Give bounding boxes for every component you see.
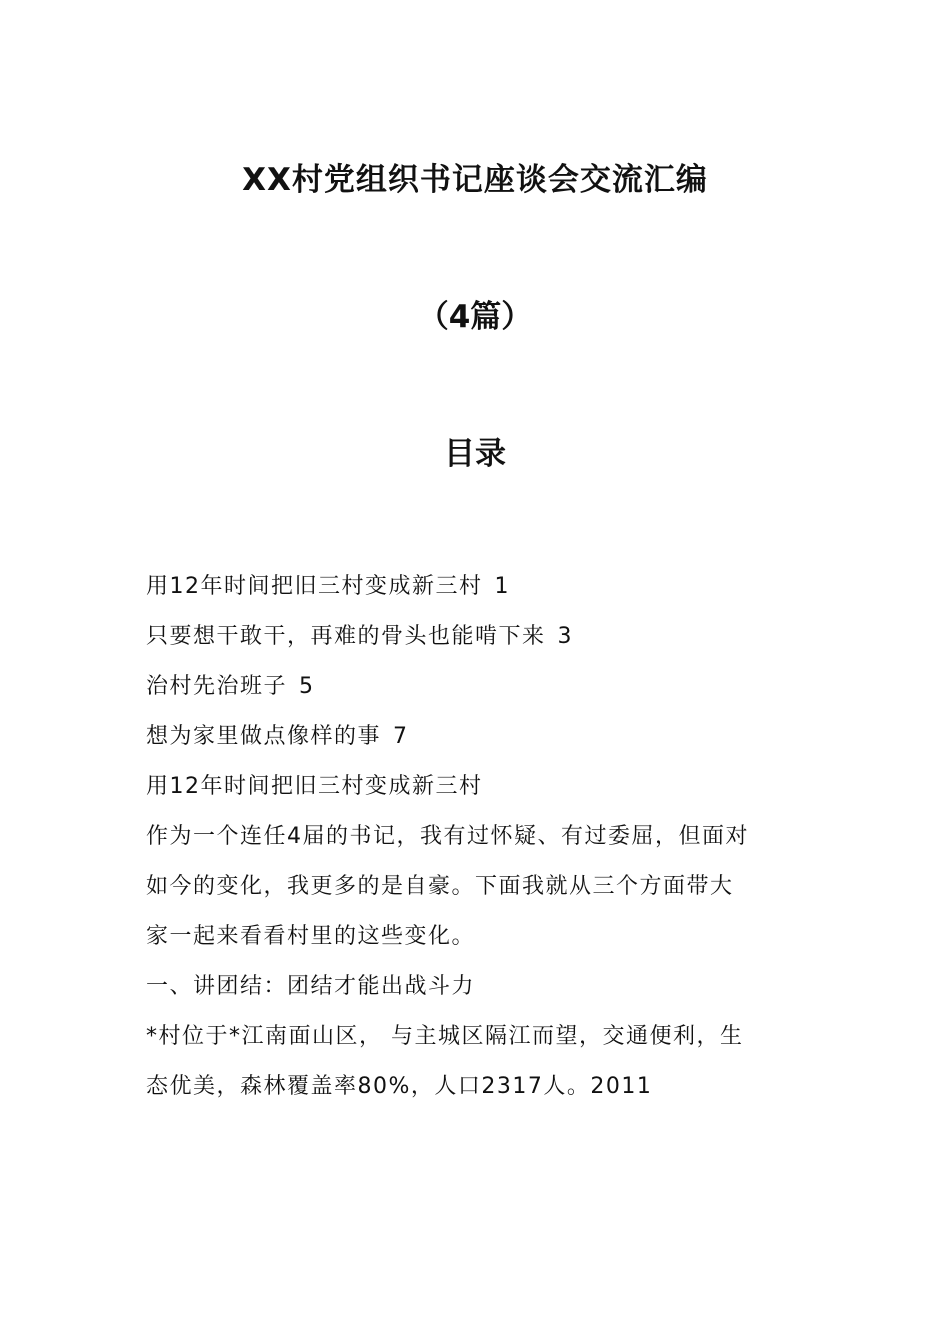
paragraph-line: *村位于*江南面山区， 与主城区隔江而望，交通便利，生 xyxy=(146,1024,744,1049)
table-of-contents xyxy=(146,562,808,762)
paragraph-line: 作为一个连任4届的书记，我有过怀疑、有过委屈，但面对 xyxy=(146,824,749,849)
paragraph-line: 态优美，森林覆盖率80%，人口2317人。2011 xyxy=(146,1074,653,1099)
paragraph-line: 家一起来看看村里的这些变化。 xyxy=(146,924,476,949)
section-title: 用12年时间把旧三村变成新三村 xyxy=(146,774,483,799)
document-title: XX村党组织书记座谈会交流汇编 xyxy=(242,162,708,198)
paragraph-intro xyxy=(146,812,808,962)
toc-item-page: 7 xyxy=(393,724,409,749)
paragraph-line: 如今的变化，我更多的是自豪。下面我就从三个方面带大 xyxy=(146,874,734,899)
toc-item[interactable] xyxy=(146,612,808,662)
toc-item-title: 治村先治班子 xyxy=(146,674,288,699)
toc-heading: 目录 xyxy=(444,436,506,472)
toc-item[interactable] xyxy=(146,712,808,762)
section-heading: 一、讲团结：团结才能出战斗力 xyxy=(146,974,476,999)
toc-item-title: 用12年时间把旧三村变成新三村 xyxy=(146,574,483,599)
paragraph-village xyxy=(146,1012,808,1112)
toc-item[interactable] xyxy=(146,562,808,612)
toc-item[interactable] xyxy=(146,662,808,712)
document-subtitle: （4篇） xyxy=(417,299,533,335)
toc-item-page: 1 xyxy=(494,574,510,599)
toc-item-title: 想为家里做点像样的事 xyxy=(146,724,382,749)
toc-item-page: 5 xyxy=(299,674,315,699)
toc-item-title: 只要想干敢干，再难的骨头也能啃下来 xyxy=(146,624,546,649)
article-body xyxy=(146,762,808,1112)
toc-item-page: 3 xyxy=(557,624,574,649)
